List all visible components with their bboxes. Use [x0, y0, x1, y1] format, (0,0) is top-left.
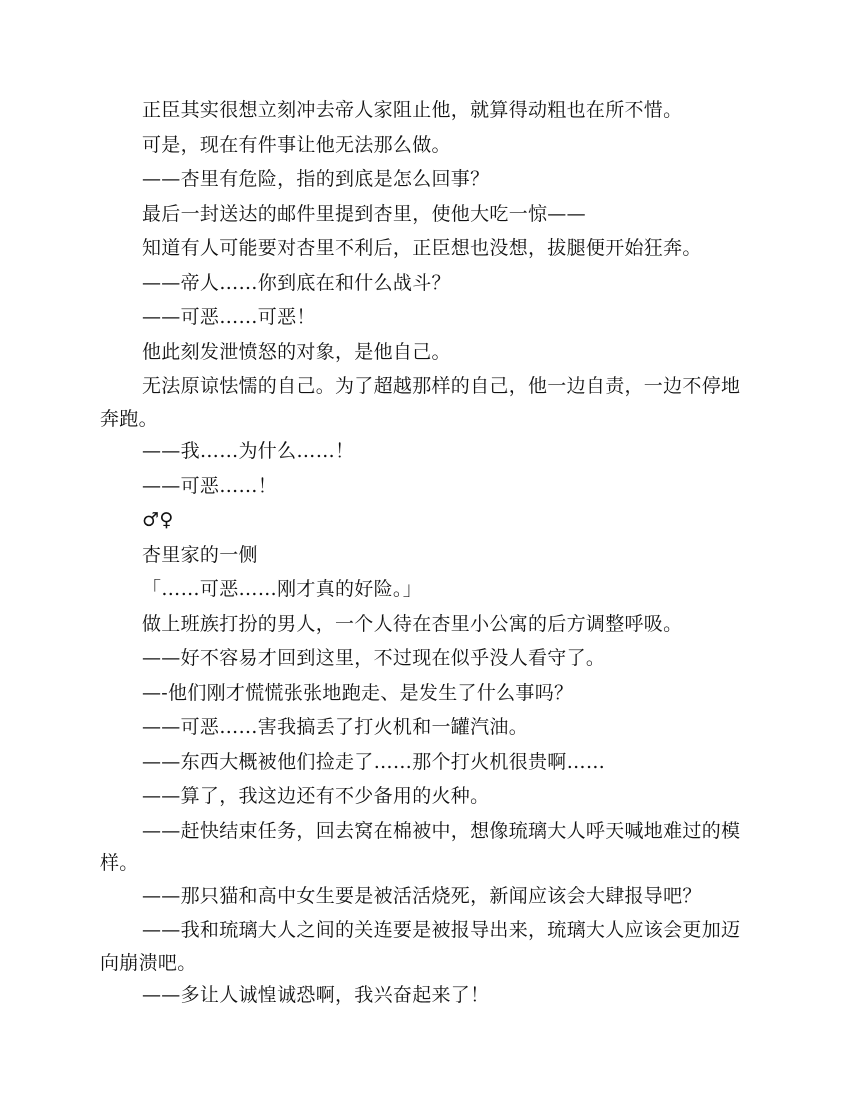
paragraph: 知道有人可能要对杏里不利后，正臣想也没想，拔腿便开始狂奔。: [142, 237, 702, 259]
paragraph: ——那只猫和高中女生要是被活活烧死，新闻应该会大肆报导吧？: [142, 884, 702, 907]
paragraph: ——赶快结束任务，回去窝在棉被中，想像琉璃大人呼天喊地难过的模样。: [100, 819, 741, 874]
paragraph: ——帝人……你到底在和什么战斗？: [142, 271, 451, 294]
document-page: [100, 94, 750, 1014]
paragraph: ——好不容易才回到这里，不过现在似乎没人看守了。: [142, 647, 606, 669]
paragraph: 最后一封送达的邮件里提到杏里，使他大吃一惊——: [142, 202, 586, 225]
paragraph: 做上班族打扮的男人，一个人待在杏里小公寓的后方调整呼吸。: [142, 612, 683, 635]
paragraph: ——多让人诚惶诚恐啊，我兴奋起来了！: [142, 984, 490, 1006]
paragraph: 他此刻发泄愤怒的对象，是他自己。: [142, 340, 451, 363]
paragraph: ——可恶……！: [142, 474, 278, 497]
scene-break: ♂♀: [142, 509, 174, 531]
paragraph: ——杏里有危险，指的到底是怎么回事？: [142, 168, 490, 190]
paragraph: ——东西大概被他们捡走了……那个打火机很贵啊……: [142, 750, 606, 773]
paragraph: ——可恶……害我搞丢了打火机和一罐汽油。: [142, 716, 529, 738]
paragraph: ——可恶……可恶！: [142, 306, 316, 328]
paragraph: —-他们刚才慌慌张张地跑走、是发生了什么事吗？: [142, 681, 574, 704]
paragraph: 「……可恶……刚才真的好险。」: [142, 578, 423, 600]
paragraph: 正臣其实很想立刻冲去帝人家阻止他，就算得动粗也在所不惜。: [142, 99, 683, 121]
paragraph: 可是，现在有件事让他无法那么做。: [142, 133, 451, 156]
paragraph: 无法原谅怯懦的自己。为了超越那样的自己，他一边自责，一边不停地奔跑。: [100, 375, 741, 430]
paragraph: 杏里家的一侧: [142, 543, 258, 566]
paragraph: ——我和琉璃大人之间的关连要是被报导出来，琉璃大人应该会更加迈向崩溃吧。: [100, 919, 741, 974]
paragraph: ——我……为什么……！: [142, 440, 355, 462]
paragraph: ——算了，我这边还有不少备用的火种。: [142, 785, 490, 807]
